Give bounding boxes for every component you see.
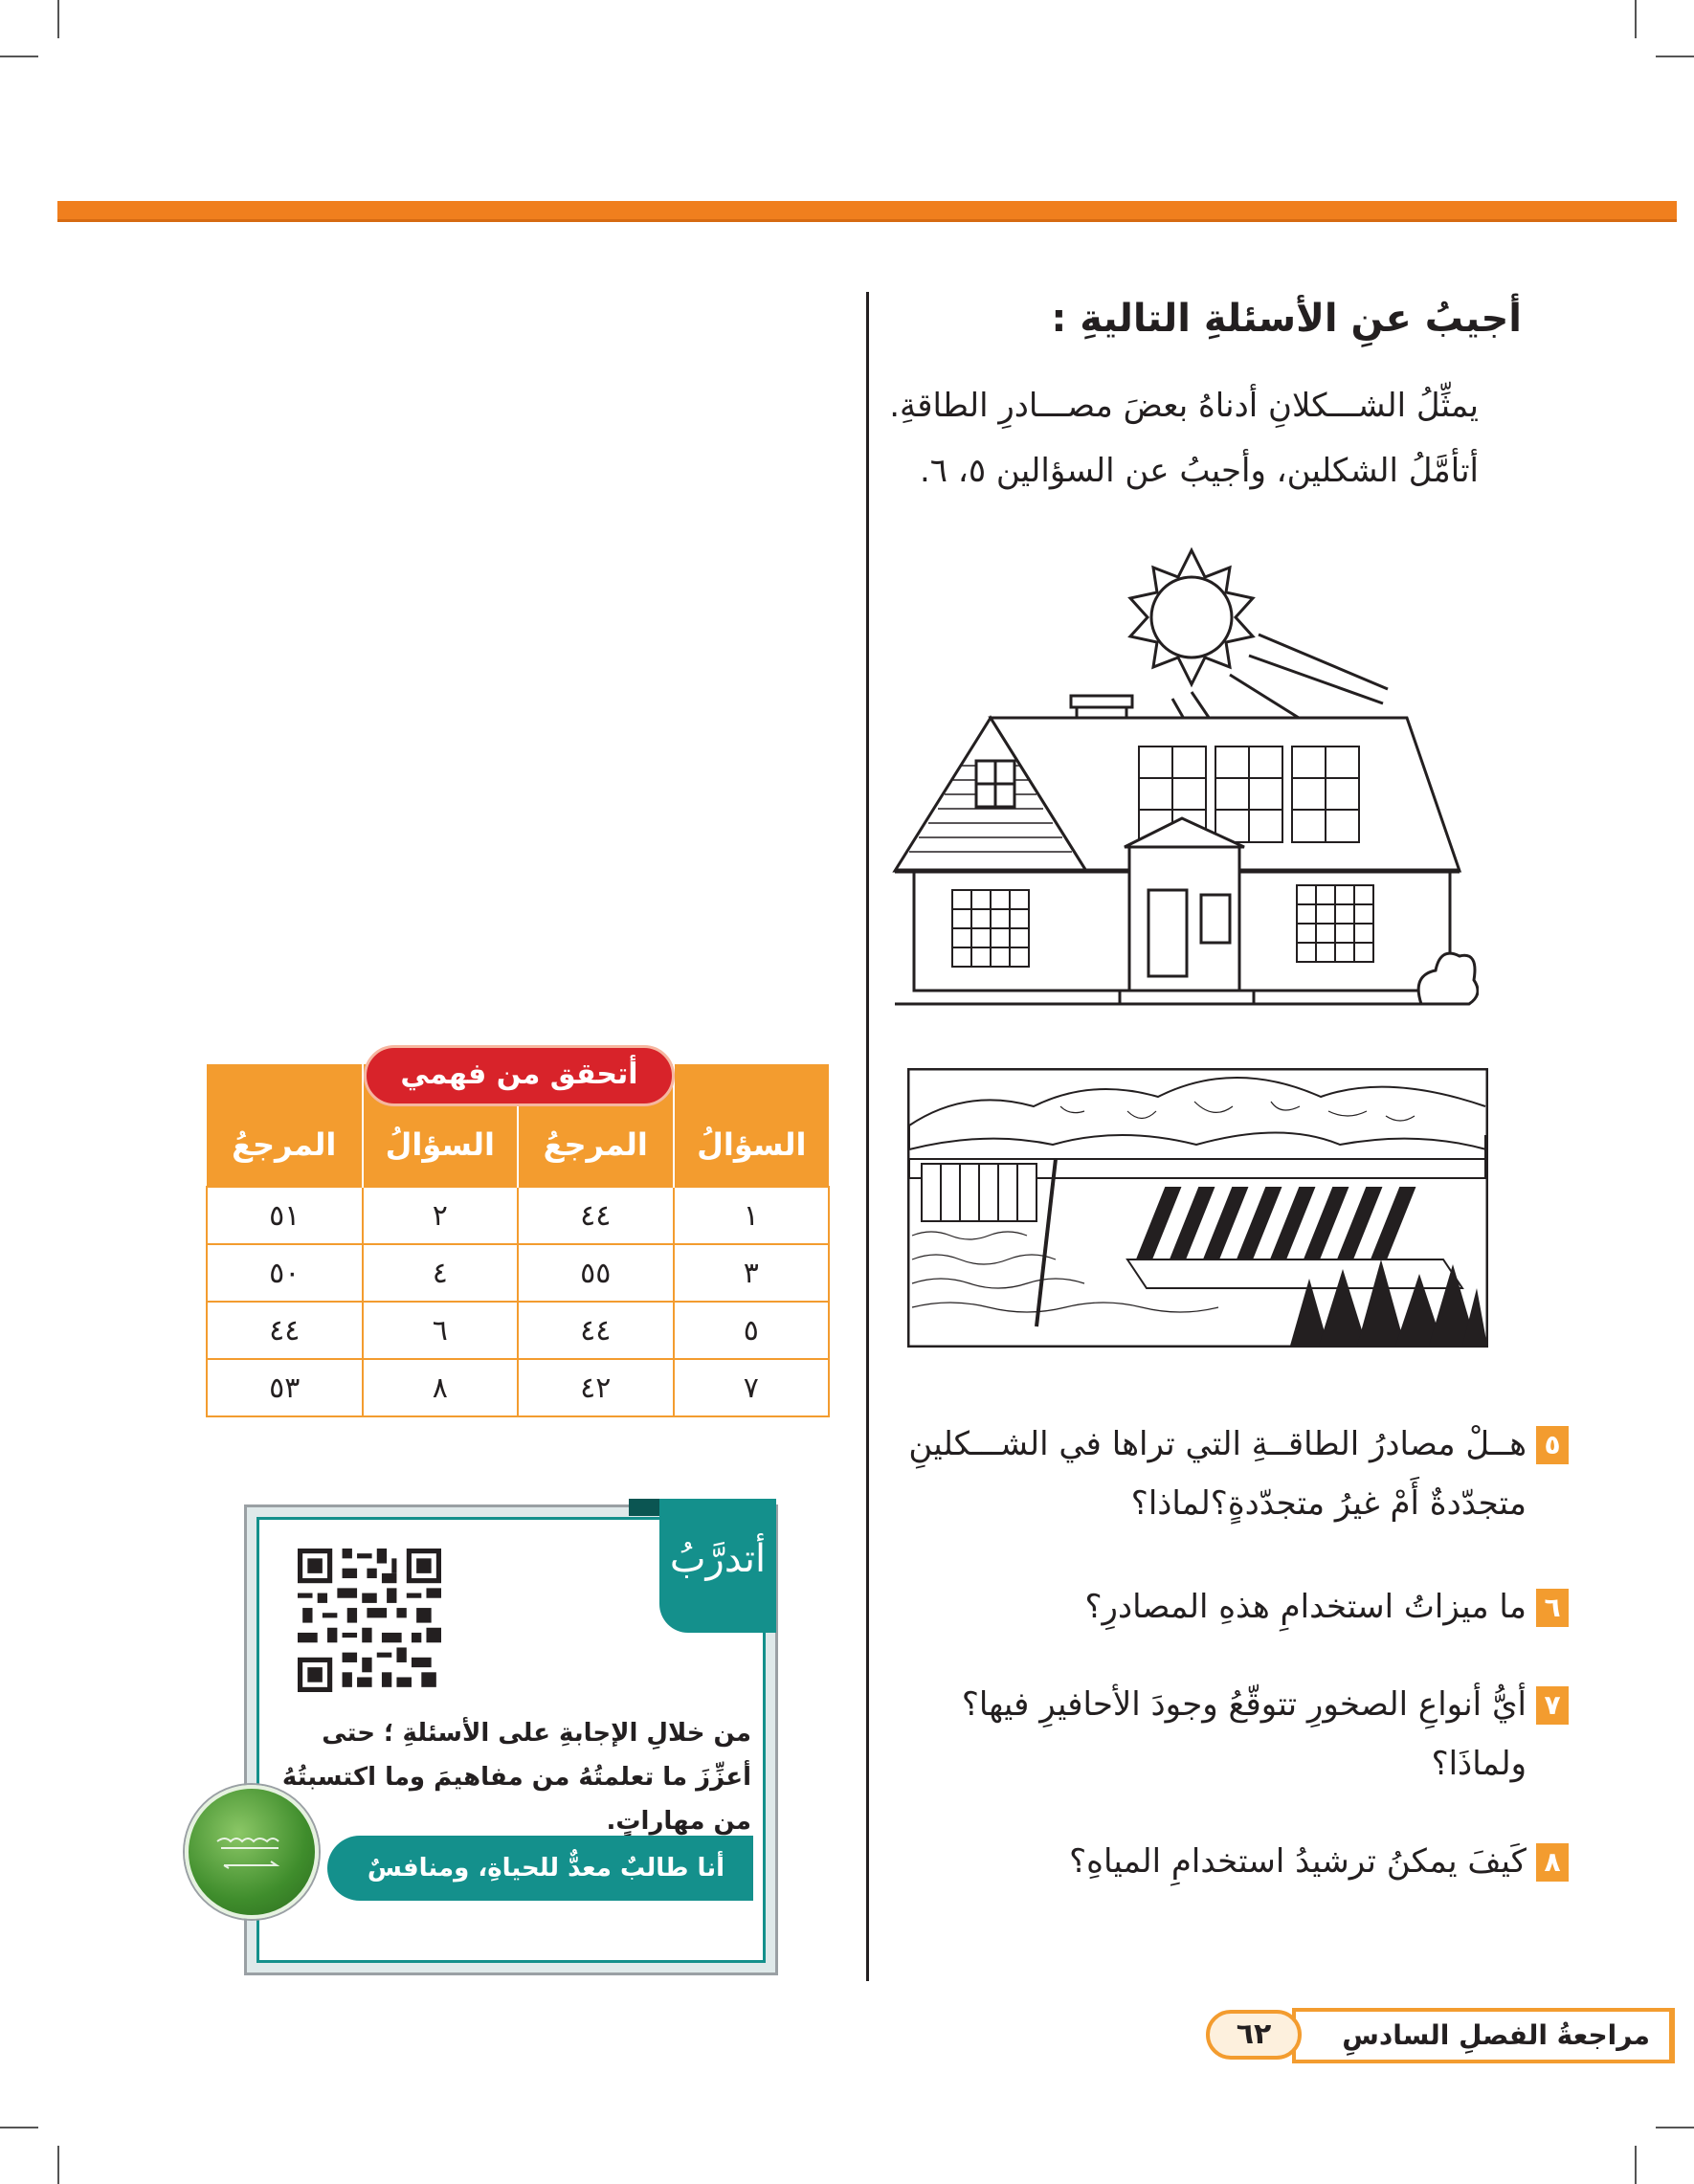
page-footer [1206,2008,1675,2065]
table-cell: ٤ [363,1244,519,1302]
crop-mark [1656,56,1694,57]
saudi-flag-emblem-icon [185,1785,319,1919]
crop-mark [0,56,38,57]
question-text: كَيفَ يمكنُ ترشيدُ استخدامِ المياهِ؟ [1069,1842,1527,1881]
hydro-dam-icon [907,1068,1488,1348]
crop-mark [1635,2146,1637,2184]
table-cell: ٤٤ [207,1302,363,1359]
question-7 [857,1675,1561,1794]
question-number: ٨ [1536,1843,1569,1882]
table-row [207,1302,829,1359]
table-cell: ٥٠ [207,1244,363,1302]
question-text: ما ميزاتُ استخدامِ هذهِ المصادرِ؟ [1084,1588,1527,1626]
practice-tab: أتدرَّبُ [659,1499,776,1633]
question-number: ٧ [1536,1686,1569,1725]
intro-line-1: يمثِّلُ الشـــكلانِ أدناهُ بعضَ مصـــادرِ الطاقةِ. [889,387,1479,425]
table-row [207,1187,829,1244]
crop-mark [57,2146,59,2184]
crop-mark [1656,2127,1694,2128]
question-6 [857,1577,1561,1637]
question-text: أيُّ أنواعِ الصخورِ تتوقّعُ وجودَ الأحافيرِ فيها؟ ولماذَا؟ [961,1685,1527,1783]
table-cell: ٢ [363,1187,519,1244]
question-8 [857,1832,1561,1891]
table-cell: ٣ [674,1244,830,1302]
emblem-graphic [181,1789,315,1923]
table-cell: ٤٤ [518,1302,674,1359]
section-heading: أجيبُ عنِ الأسئلةِ التاليةِ : [1051,297,1522,341]
table-cell: ١ [674,1187,830,1244]
question-5 [857,1415,1561,1533]
check-understanding-badge: أتحقق من فهمي [364,1045,675,1106]
header-question: السؤالُ [363,1064,519,1187]
header-reference: المرجعُ [207,1064,363,1187]
practice-inner [256,1517,766,1963]
solar-house-icon [885,531,1479,1019]
header-question: السؤالُ [674,1064,830,1187]
table-cell: ٨ [363,1359,519,1416]
motto-banner: أنا طالبٌ معدٌّ للحياةِ، ومنافسٌ عالميًّا. [327,1836,753,1901]
crop-mark [57,0,59,38]
practice-box [244,1504,778,1975]
question-number: ٦ [1536,1589,1569,1627]
table-cell: ٧ [674,1359,830,1416]
practice-text: من خلالِ الإجابةِ على الأسئلةِ ؛ حتى أعزِّزَ ما تعلمتُهُ من مفاهيمَ وما اكتسبتُهُ من مهاراتٍ. [281,1719,751,1836]
header-reference: المرجعُ [518,1064,674,1187]
table-cell: ٥١ [207,1187,363,1244]
chapter-title: مراجعةُ الفصلِ السادسِ [1342,2019,1650,2051]
crop-mark [1635,0,1637,38]
table-row [207,1359,829,1416]
table-cell: ٥٥ [518,1244,674,1302]
check-understanding-table [206,1058,830,1417]
table-cell: ٤٢ [518,1359,674,1416]
question-number: ٥ [1536,1426,1569,1464]
question-text: هــلْ مصادرُ الطاقــةِ التي تراها في الشـــكلينِ متجدّدةٌ أَمْ غيرُ متجدّدةٍ؟لماذا؟ [908,1425,1527,1523]
table-cell: ٤٤ [518,1187,674,1244]
table-cell: ٥٣ [207,1359,363,1416]
crop-mark [0,2127,38,2128]
qr-code-icon[interactable] [298,1549,441,1692]
header-bar [57,201,1677,222]
reference-table [206,1064,830,1417]
sun-icon [1130,550,1388,732]
intro-line-2: أتأمَّلُ الشكلين، وأجيبُ عن السؤالين ٥، ٦. [919,452,1479,490]
table-cell: ٥ [674,1302,830,1359]
intro-text [847,373,1479,503]
page-number: ٦٢ [1206,2010,1302,2060]
table-row [207,1244,829,1302]
footer-title-box [1292,2008,1675,2063]
table-cell: ٦ [363,1302,519,1359]
